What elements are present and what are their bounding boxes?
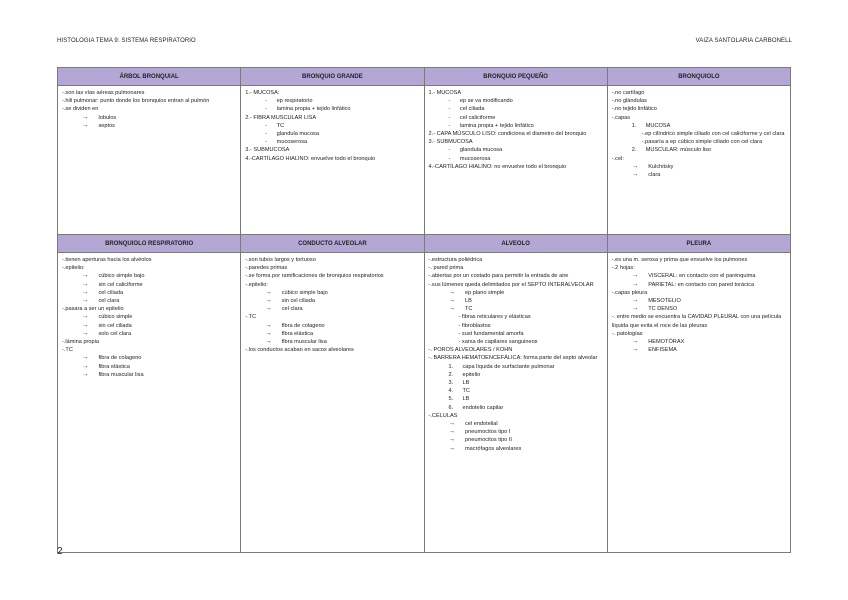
- note-line: [612, 272, 786, 280]
- note-text: PARIETAL: en contacto con pared torácica: [648, 281, 755, 288]
- note-line: [429, 322, 603, 330]
- note-text: TC: [276, 122, 285, 129]
- header-row-1: [58, 68, 791, 86]
- note-line: [612, 155, 786, 163]
- column-header: BRONQUIOLO RESPIRATORIO: [58, 235, 241, 253]
- note-text: LB: [462, 380, 470, 387]
- note-line: [62, 122, 236, 130]
- note-line: [612, 138, 786, 146]
- note-text: MUSCULAR: músculo liso: [645, 147, 712, 154]
- note-line: [612, 146, 786, 154]
- note-text: - sust fundamental amorfa: [458, 330, 524, 337]
- column-header: PLEURA: [607, 235, 790, 253]
- note-line: [62, 256, 236, 264]
- note-line: [429, 89, 603, 97]
- note-text: capa líquida de surfactante pulmonar: [462, 363, 555, 370]
- note-text: 2.- CAPA MÚSCULO LISO: condiciona el diametro del bronquio: [428, 131, 587, 138]
- note-text: fibra muscular lisa: [98, 371, 144, 378]
- note-line: [612, 289, 786, 297]
- note-line: [245, 313, 419, 321]
- table-cell: [58, 253, 241, 553]
- note-text: -.capas pleura: [611, 289, 648, 296]
- note-text: VISCERAL: en contacto con el parénquima: [648, 273, 756, 280]
- list-number: 1.: [448, 363, 454, 370]
- note-text: -.se forma por ramificaciones de bronquios respiratorios: [245, 273, 384, 280]
- column-header: ALVEOLO: [424, 235, 607, 253]
- document-header-author: VAIZA SANTOLARIA CARBONELL: [695, 38, 792, 44]
- notes-table: [57, 67, 791, 553]
- note-line: [429, 163, 603, 171]
- note-line: [429, 256, 603, 264]
- note-text: -.no tejido linfático: [611, 106, 657, 113]
- note-line: [245, 289, 419, 297]
- note-line: [429, 330, 603, 338]
- note-line: [62, 322, 236, 330]
- note-line: [62, 354, 236, 362]
- note-line: [429, 371, 603, 379]
- note-text: -.epitelio:: [62, 265, 85, 272]
- note-text: sin cel caliciforme: [98, 281, 143, 288]
- note-line: [429, 412, 603, 420]
- note-text: cel endotelial: [465, 421, 498, 428]
- note-text: -. entre medio se encuentra la CAVIDAD PLEURAL con una película líquida que evita el roce de las pleuras: [611, 314, 782, 329]
- content-row-1: [58, 86, 791, 235]
- note-text: fibra elástica: [281, 330, 314, 337]
- note-line: [429, 395, 603, 403]
- note-text: -.no cartílago: [611, 90, 645, 96]
- note-text: septos: [98, 122, 115, 129]
- note-text: pneumocitos tipo I: [465, 429, 511, 436]
- note-text: cúbico simple bajo: [98, 273, 145, 280]
- list-number: 3.: [448, 380, 454, 387]
- note-text: -.tienen aperturas hacia los alvéolos: [62, 257, 152, 263]
- note-text: cel clara: [98, 298, 120, 305]
- note-line: [429, 313, 603, 321]
- note-text: -.CÉLULAS: [428, 412, 458, 419]
- note-line: [62, 371, 236, 379]
- note-line: [429, 272, 603, 280]
- note-line: [429, 264, 603, 272]
- note-line: [612, 122, 786, 130]
- note-line: [62, 264, 236, 272]
- note-text: 3.- SUBMUCOSA: [428, 139, 473, 146]
- note-text: -.abiertas por un costado para permitir la entrada de aire: [428, 273, 569, 280]
- note-text: -.2 hojas:: [611, 265, 635, 272]
- note-text: ep se va modificando: [459, 98, 513, 105]
- note-text: - fibras reticulares y elásticas: [458, 314, 531, 321]
- note-line: [429, 346, 603, 354]
- note-text: TC: [465, 306, 473, 313]
- note-text: 4.-CARTÍLAGO HIALINO: no envuelve todo el bronquio: [428, 163, 567, 170]
- note-text: ENFISEMA: [648, 347, 677, 354]
- note-line: [612, 297, 786, 305]
- note-text: clara: [648, 172, 661, 179]
- note-text: fibra de colageno: [281, 322, 325, 329]
- note-line: [612, 256, 786, 264]
- table-cell: [241, 253, 424, 553]
- note-text: -. patologías: [611, 330, 643, 337]
- note-line: [62, 338, 236, 346]
- note-text: solo cel clara: [98, 330, 132, 337]
- note-text: -.pasara a ser un epitelio: [62, 306, 124, 313]
- note-line: [429, 281, 603, 289]
- note-text: -.pasaría a ep cúbico simple ciliado con cel clara: [641, 139, 763, 146]
- note-text: 1.- MUCOSA:: [245, 90, 280, 96]
- note-line: [245, 97, 419, 105]
- note-line: [612, 163, 786, 171]
- note-line: [612, 97, 786, 105]
- note-line: [429, 436, 603, 444]
- note-line: [612, 105, 786, 113]
- note-line: [612, 330, 786, 338]
- note-text: mucoserosa: [276, 139, 308, 146]
- table-cell: [607, 253, 790, 553]
- note-text: endotelio capilar: [462, 404, 504, 411]
- note-text: -.TC: [62, 347, 73, 354]
- note-line: [612, 313, 786, 329]
- note-line: [429, 122, 603, 130]
- note-line: [245, 155, 419, 163]
- note-text: pneumocitos tipo II: [465, 437, 512, 444]
- note-text: -.cel:: [611, 155, 624, 162]
- note-text: sin cel ciliada: [281, 298, 316, 305]
- column-header: CONDUCTO ALVEOLAR: [241, 235, 424, 253]
- note-text: -.es una m. serosa y prima que envuelve los pulmones: [611, 257, 748, 263]
- note-line: [245, 297, 419, 305]
- document-header-title: HISTOLOGIA TEMA 9: SISTEMA RESPIRATORIO: [57, 38, 196, 44]
- note-line: [612, 264, 786, 272]
- note-line: [429, 130, 603, 138]
- note-text: mucoserosa: [459, 155, 491, 162]
- note-text: -.capas: [611, 114, 631, 121]
- note-text: -.los conductos acaban en sacos alveolares: [245, 347, 354, 354]
- note-text: -.no glándulas: [611, 98, 647, 105]
- note-text: fibra muscular lisa: [281, 339, 327, 346]
- note-text: -.se dividen en: [62, 106, 99, 113]
- note-text: fibra de colageno: [98, 355, 142, 362]
- note-text: -.sus lúmenes queda delimitados por el SEPTO INTERALVEOLAR: [428, 281, 594, 288]
- note-text: lamina propia + tejido linfático: [459, 122, 534, 129]
- note-text: 2.- FIBRA MUSCULAR LISA: [245, 114, 317, 121]
- note-line: [245, 122, 419, 130]
- note-line: [62, 114, 236, 122]
- list-number: 2.: [448, 371, 454, 378]
- list-number: 2.: [631, 147, 637, 154]
- note-text: cel ciliada: [98, 289, 124, 296]
- note-text: -.ep cilíndrico simple ciliado con cel caliciforme y cel clara: [641, 131, 785, 138]
- note-text: MESOTELIO: [648, 298, 681, 305]
- note-text: lobulos: [98, 114, 117, 121]
- note-line: [245, 322, 419, 330]
- note-text: Kulchitsky: [648, 163, 674, 170]
- note-text: TC DENSO: [648, 306, 678, 313]
- note-text: -.son las vías aéreas pulmonares: [62, 90, 145, 96]
- note-line: [612, 305, 786, 313]
- note-line: [245, 146, 419, 154]
- note-text: -.son tubos largos y tortuoso: [245, 257, 316, 263]
- column-header: BRONQUIO GRANDE: [241, 68, 424, 86]
- list-number: 6.: [448, 404, 454, 411]
- note-line: [62, 363, 236, 371]
- note-line: [245, 114, 419, 122]
- note-line: [245, 346, 419, 354]
- note-line: [245, 281, 419, 289]
- note-text: cúbico simple: [98, 314, 133, 321]
- table-cell: [241, 86, 424, 235]
- note-line: [429, 379, 603, 387]
- note-text: -. BARRERA HEMATOENCEFÁLICA: forma parte del septo alveolar: [428, 355, 598, 362]
- note-line: [429, 428, 603, 436]
- note-text: cel ciliada: [459, 106, 485, 113]
- note-line: [429, 404, 603, 412]
- note-line: [612, 89, 786, 97]
- note-text: 4.-CARTÍLAGO HIALINO: envuelve todo el bronquio: [245, 155, 376, 162]
- note-text: lamina propia + tejido linfático: [276, 106, 351, 113]
- note-line: [62, 89, 236, 97]
- note-line: [62, 346, 236, 354]
- note-line: [245, 272, 419, 280]
- note-text: glandula mucosa: [276, 131, 319, 138]
- note-line: [245, 330, 419, 338]
- note-text: epitelio: [462, 371, 481, 378]
- note-line: [245, 105, 419, 113]
- note-text: 1.- MUCOSA: [428, 90, 462, 96]
- note-text: -.estructura poliédrica: [428, 257, 483, 263]
- note-text: LB: [465, 298, 472, 305]
- note-text: glandula mucosa: [459, 147, 503, 154]
- table-cell: [58, 86, 241, 235]
- note-text: ep respiratorio: [276, 98, 313, 105]
- list-number: 5.: [448, 396, 454, 403]
- note-line: [429, 97, 603, 105]
- note-line: [62, 272, 236, 280]
- note-line: [245, 256, 419, 264]
- table-cell: [607, 86, 790, 235]
- note-line: [429, 155, 603, 163]
- note-line: [62, 97, 236, 105]
- table-cell: [424, 86, 607, 235]
- note-line: [429, 297, 603, 305]
- note-text: -.paredes primas: [245, 265, 288, 272]
- note-line: [612, 338, 786, 346]
- content-row-2: [58, 253, 791, 553]
- note-line: [429, 138, 603, 146]
- note-line: [245, 130, 419, 138]
- note-line: [62, 305, 236, 313]
- header-row-2: [58, 235, 791, 253]
- note-line: [429, 363, 603, 371]
- note-line: [245, 305, 419, 313]
- note-line: [245, 138, 419, 146]
- note-line: [245, 89, 419, 97]
- note-line: [429, 445, 603, 453]
- note-text: TC: [462, 388, 470, 395]
- list-number: 1.: [631, 122, 637, 129]
- column-header: ÁRBOL BRONQUIAL: [58, 68, 241, 86]
- note-text: -.lámina propia: [62, 339, 99, 346]
- column-header: BRONQUIOLO: [607, 68, 790, 86]
- note-text: MUCOSA: [645, 122, 671, 129]
- note-line: [429, 146, 603, 154]
- note-text: cel clara: [281, 306, 303, 313]
- note-text: - xarxa de capilares sanguineos: [458, 339, 538, 346]
- note-text: sin cel ciliada: [98, 322, 132, 329]
- note-line: [429, 114, 603, 122]
- note-text: 3.- SUBMUCOSA: [245, 147, 290, 154]
- note-text: ep plano simple: [465, 289, 505, 296]
- note-line: [429, 420, 603, 428]
- note-text: -. POROS ALVEOLARES / KOHN: [428, 347, 513, 354]
- note-line: [62, 297, 236, 305]
- note-line: [612, 130, 786, 138]
- note-line: [429, 289, 603, 297]
- note-line: [429, 105, 603, 113]
- note-text: -.TC: [245, 314, 257, 321]
- note-line: [245, 264, 419, 272]
- note-text: - fibroblastos: [458, 322, 491, 329]
- note-line: [612, 114, 786, 122]
- page-number: 2: [57, 546, 63, 557]
- note-line: [429, 305, 603, 313]
- note-line: [612, 346, 786, 354]
- note-line: [612, 281, 786, 289]
- note-text: -.hili pulmonar: punto donde los bronquios entran al pulmón: [62, 98, 210, 105]
- column-header: BRONQUIO PEQUEÑO: [424, 68, 607, 86]
- note-line: [62, 330, 236, 338]
- note-line: [429, 387, 603, 395]
- table-cell: [424, 253, 607, 553]
- note-text: macrófagos alveolares: [465, 445, 522, 452]
- note-line: [429, 354, 603, 362]
- note-text: -. pared prima: [428, 265, 464, 272]
- note-text: -.epitelio:: [245, 281, 268, 288]
- note-text: fibra elástica: [98, 363, 130, 370]
- note-text: cel caliciforme: [459, 114, 496, 121]
- note-line: [62, 289, 236, 297]
- note-line: [62, 281, 236, 289]
- note-text: cúbico simple bajo: [281, 289, 328, 296]
- note-text: HEMOTÓRAX: [648, 339, 685, 346]
- note-text: LB: [462, 396, 470, 403]
- note-line: [62, 313, 236, 321]
- note-line: [245, 338, 419, 346]
- note-line: [429, 338, 603, 346]
- note-line: [62, 105, 236, 113]
- note-line: [612, 171, 786, 179]
- list-number: 4.: [448, 388, 454, 395]
